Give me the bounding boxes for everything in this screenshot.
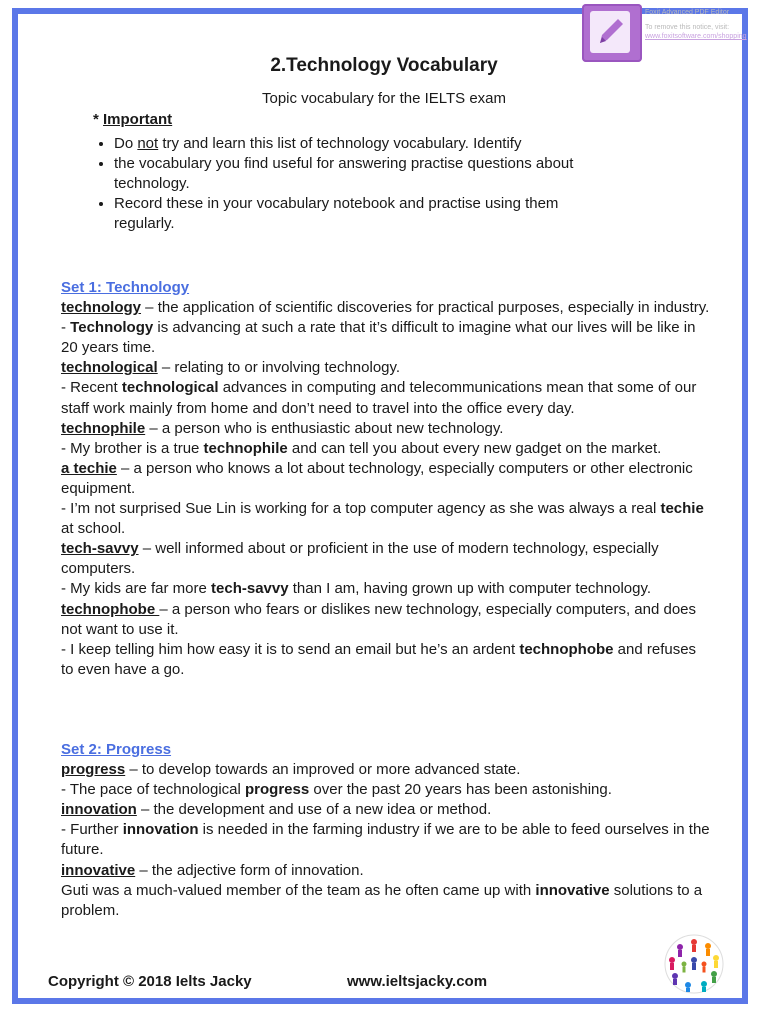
set1-heading: Set 1: Technology [61, 279, 190, 296]
term: technological [61, 359, 158, 377]
bullet1-not: not [137, 135, 159, 152]
example-pre: - My kids are far more [61, 580, 212, 598]
definition: – a person who knows a lot about technology, especially computers or other electronic equipment. [61, 459, 693, 497]
example-bold: innovation [122, 821, 199, 839]
bullet1-post: try and learn this list of technology vocabulary. Identify [158, 135, 522, 152]
instruction-item [114, 134, 574, 154]
example-pre: - [61, 319, 71, 337]
footer-website[interactable]: www.ieltsjacky.com [347, 973, 488, 990]
definition: – the application of scientific discoveries for practical purposes, especially in industry. [141, 299, 710, 317]
example-bold: technophobe [519, 640, 614, 658]
example-techie [61, 499, 711, 539]
definition: – the adjective form of innovation. [135, 861, 364, 879]
term: innovative [61, 861, 136, 879]
entry-tech-savvy [61, 539, 711, 579]
example-technology [61, 318, 711, 358]
term: progress [61, 761, 126, 779]
example-innovation [61, 820, 711, 860]
example-bold: tech-savvy [211, 580, 289, 598]
important-label: Important [103, 111, 173, 128]
example-post: and refuses to even have a go. [61, 640, 697, 678]
set2-heading: Set 2: Progress [61, 741, 172, 758]
example-pre: - My brother is a true [61, 439, 204, 457]
entry-innovation [61, 800, 711, 820]
set2-section [61, 740, 711, 921]
instruction-item: • the vocabulary you find useful for answering practise questions about technology. [114, 154, 574, 194]
entry-technophobe [61, 600, 711, 640]
example-technological [61, 378, 711, 418]
page-title: 2.Technology Vocabulary [270, 55, 498, 76]
instruction-item: • Record these in your vocabulary notebook and practise using them regularly. [114, 194, 574, 234]
example-bold: progress [245, 781, 310, 799]
example-bold: Technology [70, 319, 154, 337]
example-tech-savvy [61, 579, 711, 599]
example-pre: - Recent [61, 379, 122, 397]
example-pre: - The pace of technological [61, 781, 246, 799]
footer-copyright: Copyright © 2018 Ielts Jacky [48, 973, 252, 990]
term: technology [61, 299, 142, 317]
example-post: solutions to a problem. [61, 881, 703, 919]
definition: – the development and use of a new idea or method. [136, 801, 492, 819]
definition: – a person who is enthusiastic about new technology. [145, 419, 504, 437]
set1-section [61, 278, 711, 680]
important-heading [93, 111, 172, 128]
entry-innovative [61, 861, 711, 881]
entry-technology [61, 298, 711, 318]
entry-techie [61, 459, 711, 499]
example-post: and can tell you about every new gadget on the market. [287, 439, 662, 457]
bullet1-pre: Do [114, 135, 138, 152]
example-post: at school. [61, 520, 126, 538]
term: innovation [61, 801, 137, 819]
example-innovative [61, 881, 711, 921]
definition: – well informed about or proficient in the use of modern technology, especially computers. [61, 540, 659, 578]
example-bold: techie [660, 500, 704, 518]
entry-technophile [61, 419, 711, 439]
people-globe-logo [662, 932, 726, 996]
entry-technological [61, 358, 711, 378]
term: a techie [61, 459, 117, 477]
example-technophile [61, 439, 711, 459]
foxit-notice-link[interactable]: www.foxitsoftware.com/shopping [645, 33, 747, 40]
example-pre: Guti was a much-valued member of the team as he often came up with [61, 881, 536, 899]
example-post: advances in computing and telecommunications mean that some of our staff work mainly from home and don’t need to travel into the office every day. [61, 379, 697, 417]
example-pre: - I’m not surprised Sue Lin is working for a top computer agency as she was always a real [61, 500, 661, 518]
important-prefix: * [93, 111, 104, 128]
foxit-notice [645, 8, 765, 41]
term: technophile [61, 419, 146, 437]
example-post: is advancing at such a rate that it’s difficult to imagine what our lives will be like in 20 years time. [61, 319, 696, 357]
definition: – a person who fears or dislikes new technology, especially computers, and does not want to use it. [61, 600, 697, 638]
definition: – relating to or involving technology. [157, 359, 401, 377]
example-post: over the past 20 years has been astonishing. [309, 781, 612, 799]
example-technophobe [61, 640, 711, 680]
example-bold: innovative [535, 881, 610, 899]
example-post: is needed in the farming industry if we are to be able to feed ourselves in the future. [61, 821, 710, 859]
example-pre: - I keep telling him how easy it is to send an email but he’s an ardent [61, 640, 520, 658]
term: tech-savvy [61, 540, 139, 558]
example-post: than I am, having grown up with computer technology. [288, 580, 652, 598]
definition: – to develop towards an improved or more advanced state. [125, 761, 521, 779]
foxit-notice-line1: Foxit Advanced PDF Editor [645, 9, 730, 16]
example-pre: - Further [61, 821, 123, 839]
instruction-list [96, 134, 574, 234]
foxit-notice-line2: To remove this notice, visit: [645, 24, 730, 31]
term: technophobe [61, 600, 160, 618]
example-bold: technophile [203, 439, 288, 457]
entry-progress [61, 760, 711, 780]
pdf-editor-icon [590, 11, 630, 53]
example-progress [61, 780, 711, 800]
page-subtitle: Topic vocabulary for the IELTS exam [262, 90, 506, 107]
foxit-watermark-logo [582, 4, 642, 62]
example-bold: technological [121, 379, 219, 397]
